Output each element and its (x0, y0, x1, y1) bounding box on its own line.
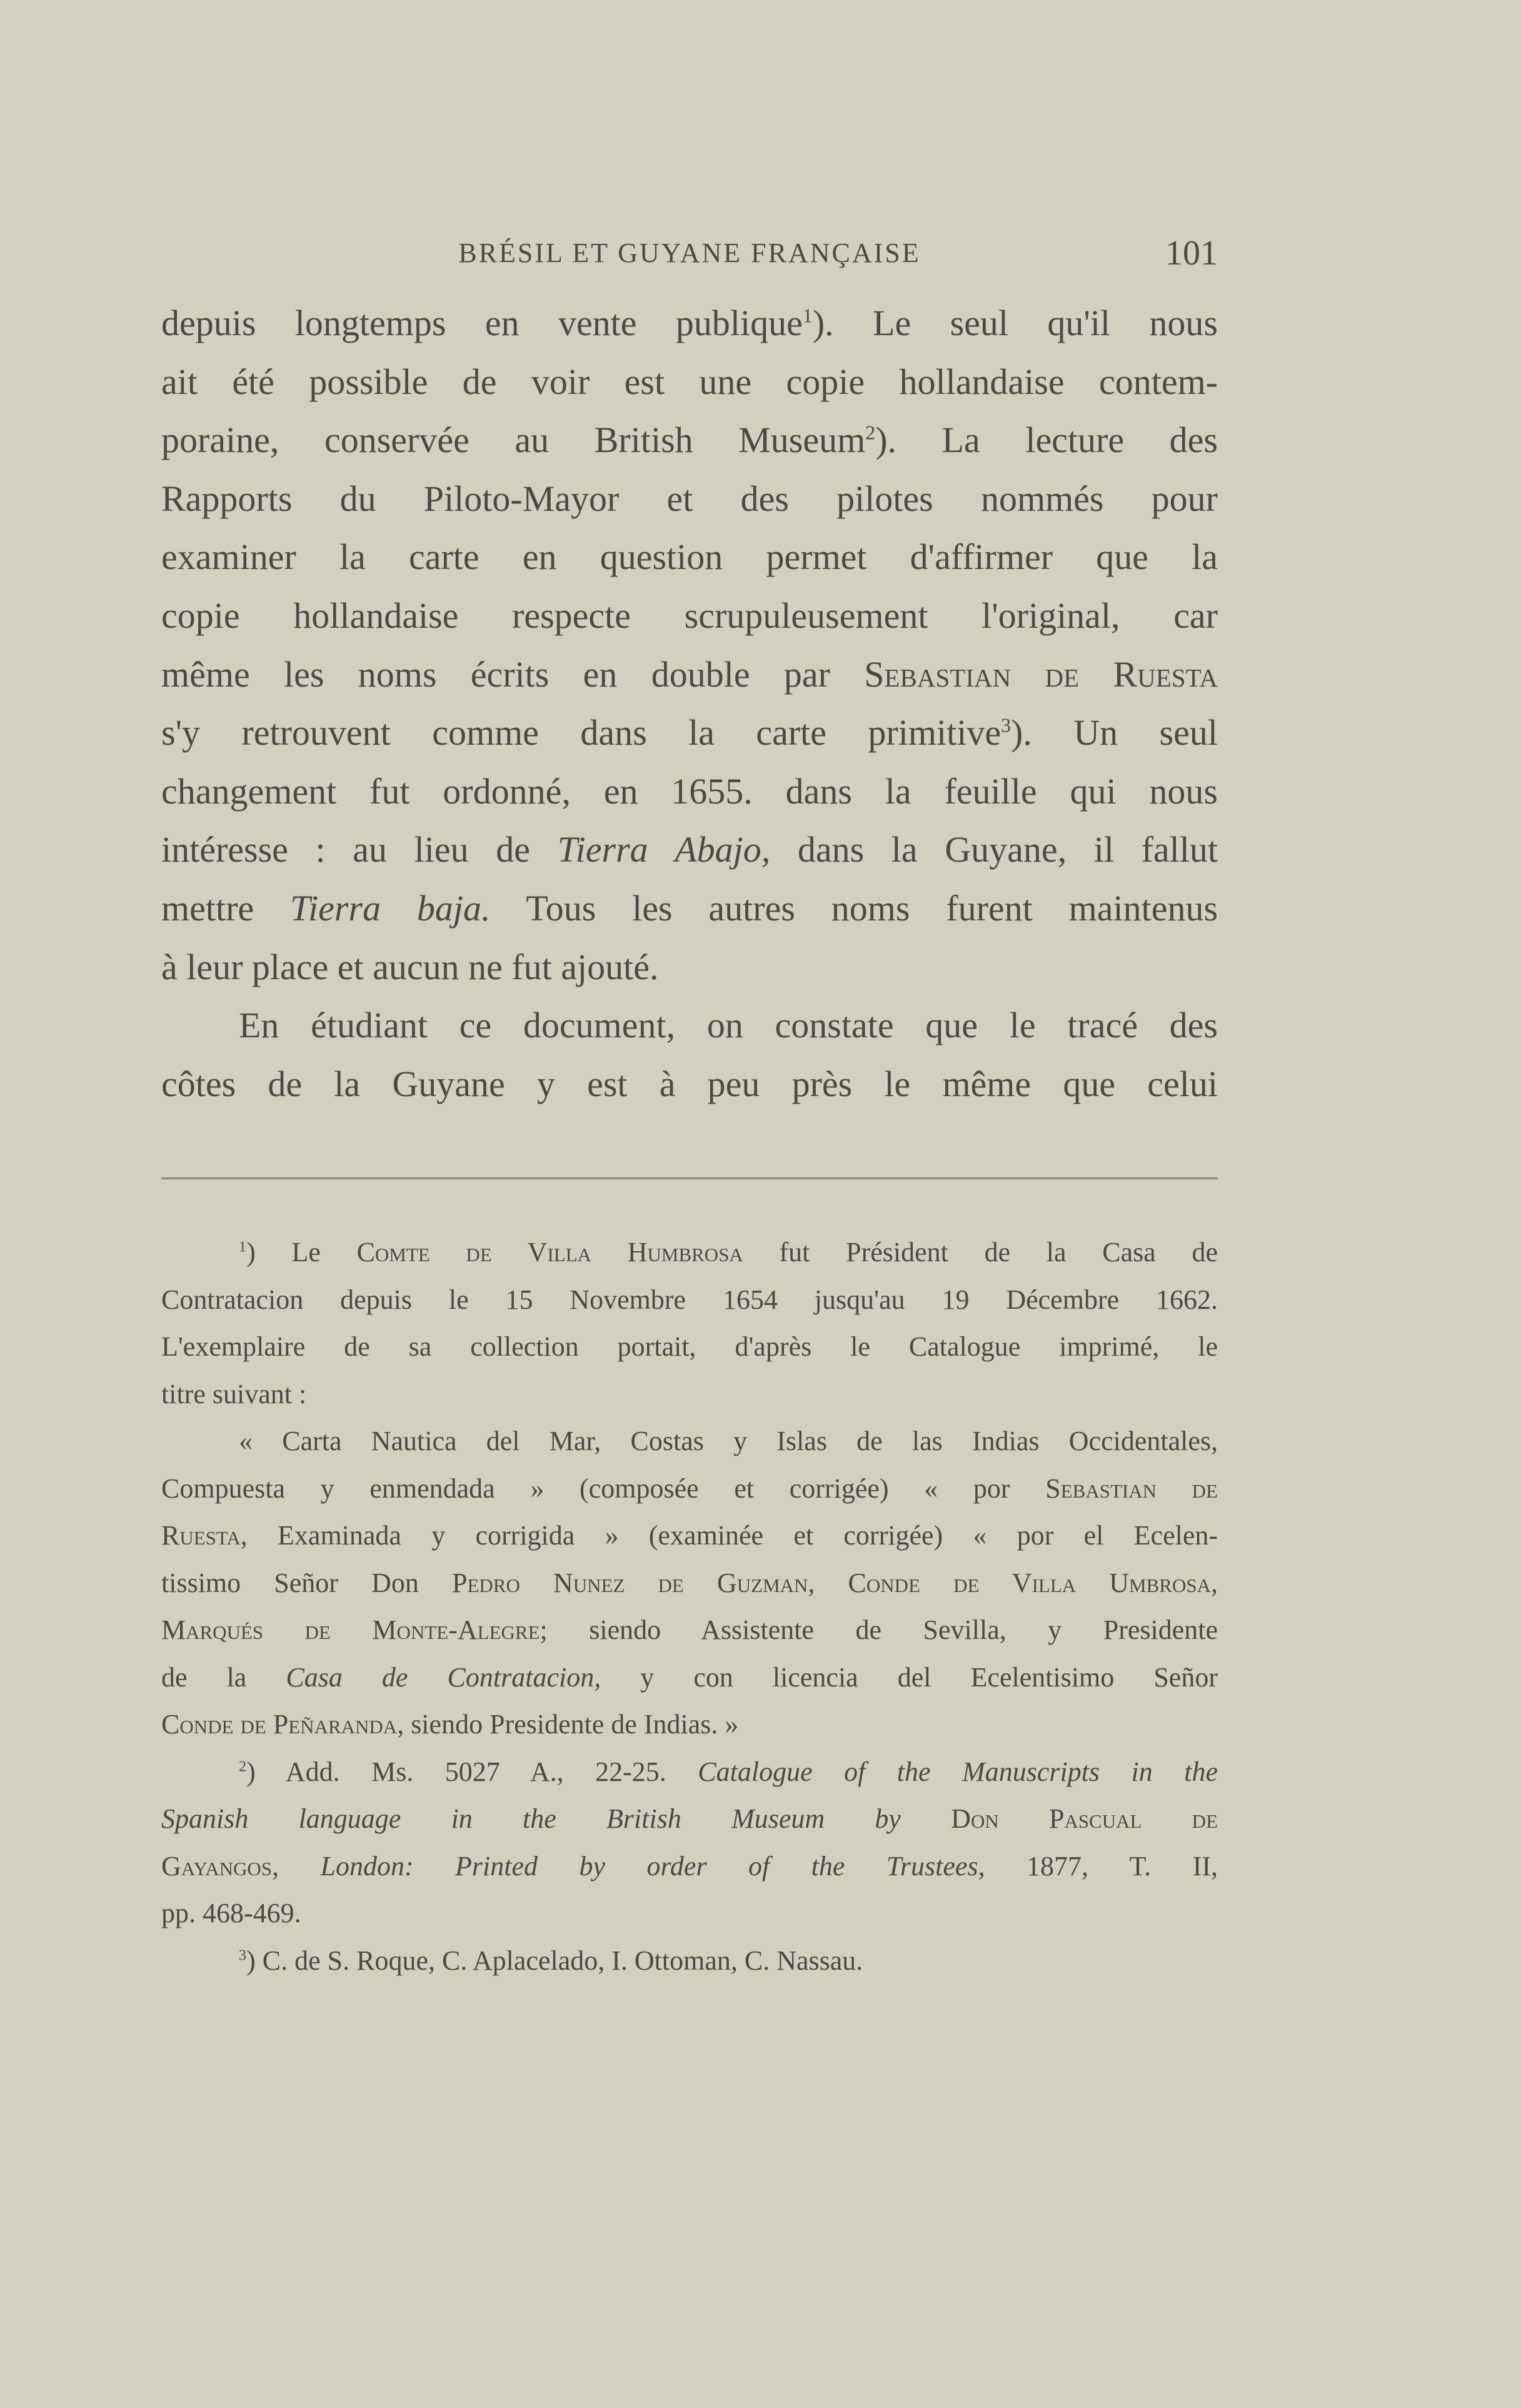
footnote-line: L'exemplaire de sa collection portait, d'après le Catalogue imprimé, le (161, 1331, 1218, 1362)
footnote-ref: 3 (1001, 714, 1011, 737)
person-name: Sebastian de Ruesta (864, 653, 1218, 695)
footnote-marker: 1 (239, 1238, 247, 1256)
footnote-line: $^1$) Le Comte de Villa Humbrosa fut Président de la Casa de (239, 1237, 1218, 1267)
footnote-line: Spanish language in the British Museum by Don Pascual de (161, 1803, 1218, 1834)
text-line: mettre Tierra baja. Tous les autres noms furent maintenus (161, 887, 1218, 929)
footnote-line: pp. 468-469. (161, 1898, 301, 1928)
text-line: depuis longtemps en vente publique$^1$). Le seul qu'il nous (161, 303, 1218, 343)
page-header (161, 225, 1218, 281)
text-line: côtes de la Guyane y est à peu près le même que celui (161, 1063, 1218, 1104)
footnotes (161, 1229, 1218, 1984)
footnote-marker: 2 (239, 1757, 247, 1775)
footnote-marker: 3 (239, 1946, 247, 1963)
text-line: à leur place et aucun ne fut ajouté. (161, 946, 659, 987)
footnote-line: de la Casa de Contratacion, y con licencia del Ecelentisimo Señor (161, 1661, 1218, 1693)
footnote-line: Conde de Peñaranda, siendo Presidente de Indias. » (161, 1709, 739, 1740)
footnote-line: Compuesta y enmendada » (composée et corrigée) « por Sebastian de (161, 1473, 1218, 1504)
footnote-line: Marqués de Monte-Alegre; siendo Assistente de Sevilla, y Presidente (161, 1615, 1218, 1645)
text-line: copie hollandaise respecte scrupuleusement l'original, car (161, 595, 1218, 636)
text-line: examiner la carte en question permet d'affirmer que la (161, 537, 1218, 578)
text-line: changement fut ordonné, en 1655. dans la feuille qui nous (161, 770, 1218, 812)
running-head: BRÉSIL ET GUYANE FRANÇAISE (458, 238, 921, 268)
text-line: Rapports du Piloto-Mayor et des pilotes nommés pour (161, 478, 1218, 519)
footnote-line: Gayangos, London: Printed by order of the Trustees, 1877, T. II, (161, 1850, 1218, 1882)
text-line: s'y retrouvent comme dans la carte primitive$^3$). Un seul (161, 712, 1218, 753)
main-text (161, 294, 1218, 1113)
footnote-line: tissimo Señor Don Pedro Nunez de Guzman, Conde de Villa Umbrosa, (161, 1567, 1218, 1598)
footnote-line: « Carta Nautica del Mar, Costas y Islas de las Indias Occidentales, (239, 1426, 1218, 1456)
footnote-line: Contratacion depuis le 15 Novembre 1654 jusqu'au 19 Décembre 1662. (161, 1284, 1218, 1315)
footnote-separator (161, 1177, 1218, 1179)
text-line: intéresse : au lieu de Tierra Abajo, dans la Guyane, il fallut (161, 829, 1218, 870)
text-line: même les noms écrits en double par Sebastian de Ruesta (161, 653, 1218, 695)
footnote-line: $^2$) Add. Ms. 5027 A., 22-25. Catalogue of the Manuscripts in the (239, 1756, 1218, 1787)
footnote-ref: 2 (865, 421, 876, 444)
place-name: Tierra Abajo, (557, 829, 771, 870)
text-line: poraine, conservée au British Museum$^2$). La lecture des (161, 420, 1218, 461)
page-number: 101 (1165, 234, 1218, 273)
footnote-line: $^3$) C. de S. Roque, C. Aplacelado, I. Ottoman, C. Nassau. (239, 1945, 863, 1976)
text-line: ait été possible de voir est une copie hollandaise contem- (161, 361, 1218, 402)
text-line: En étudiant ce document, on constate que le tracé des (239, 1005, 1218, 1046)
place-name: Tierra baja. (290, 887, 491, 929)
footnote-line: Ruesta, Examinada y corrigida » (examinée et corrigée) « por el Ecelen- (161, 1520, 1218, 1551)
footnote-line: titre suivant : (161, 1378, 307, 1409)
footnote-ref: 1 (802, 305, 813, 327)
